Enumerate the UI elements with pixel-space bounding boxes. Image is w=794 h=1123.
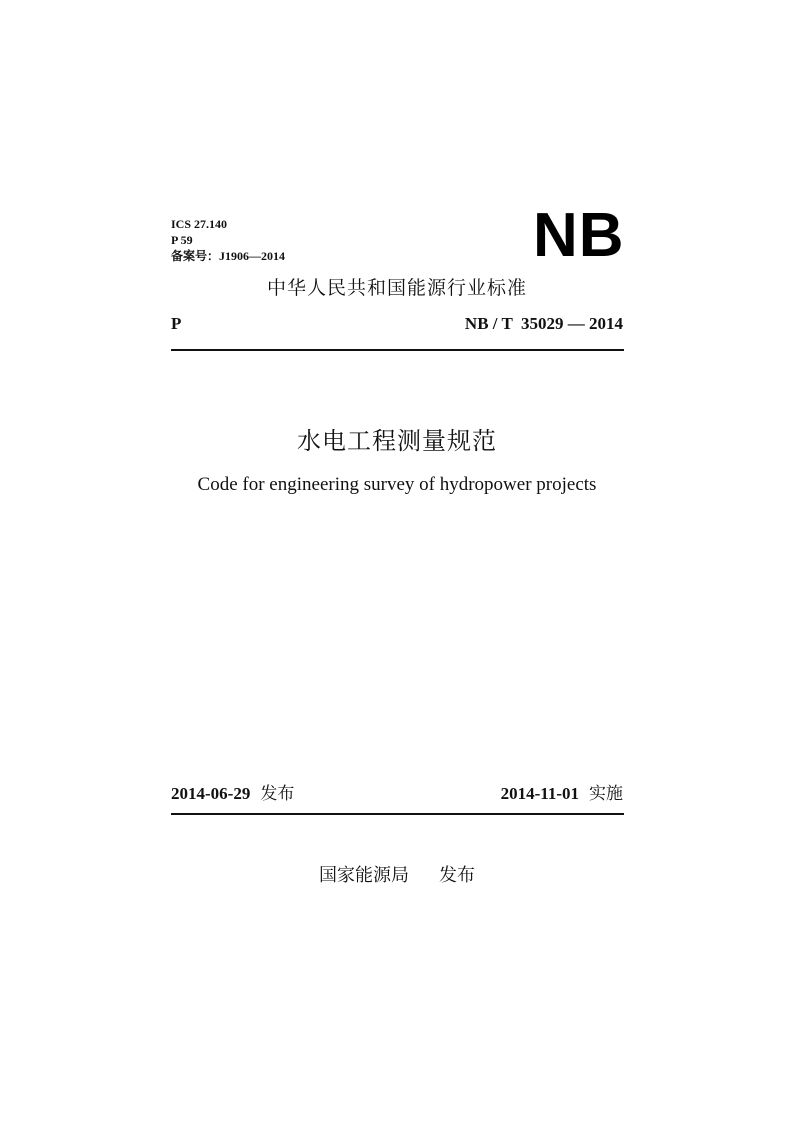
bottom-divider — [171, 813, 624, 815]
standard-type: 中华人民共和国能源行业标准 — [266, 277, 527, 299]
filing-number: 备案号：J1906—2014 — [171, 249, 286, 263]
issue-date-line — [171, 783, 294, 805]
standard-number: NB / T 35029 — 2014 — [464, 314, 623, 333]
publisher-line — [0, 863, 794, 888]
nb-logo: NB — [533, 201, 625, 270]
ics-code: ICS 27.140 — [171, 217, 228, 231]
title-chinese: 水电工程测量规范 — [297, 427, 497, 455]
title-english: Code for engineering survey of hydropower projects — [197, 474, 597, 495]
publisher-name: 国家能源局 — [319, 865, 409, 886]
implement-label: 实施 — [589, 784, 623, 804]
implement-date: 2014-11-01 — [500, 784, 579, 803]
document-metadata — [171, 216, 285, 264]
publisher-label: 发布 — [439, 865, 475, 886]
issue-label: 发布 — [260, 784, 295, 804]
ccs-code: P 59 — [171, 233, 193, 247]
classification-code: P — [171, 314, 182, 333]
implement-date-line — [501, 783, 623, 805]
issue-date: 2014-06-29 — [171, 784, 251, 803]
top-divider — [171, 349, 624, 351]
